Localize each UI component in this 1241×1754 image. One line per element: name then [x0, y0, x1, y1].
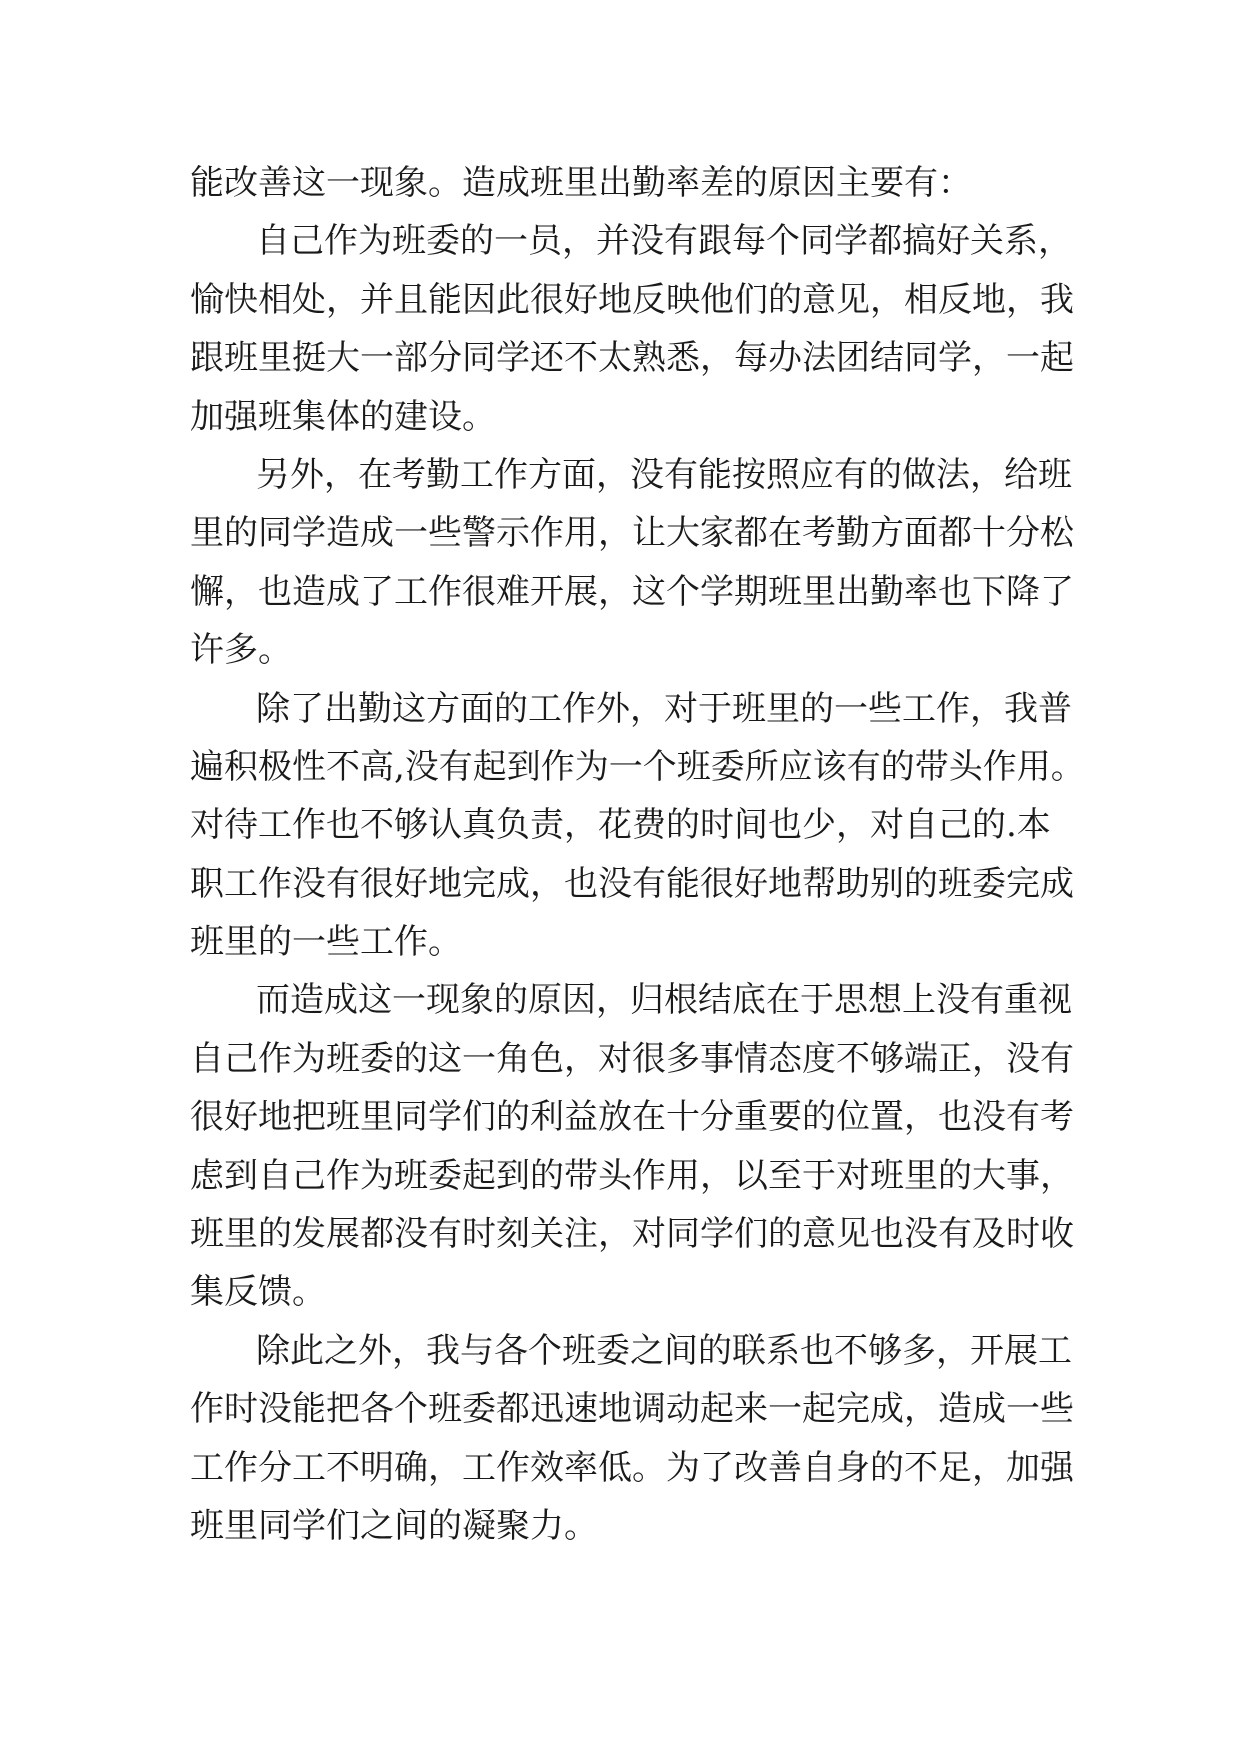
text-line: 跟班里挺大一部分同学还不太熟悉，每办法团结同学，一起: [190, 338, 1074, 379]
text-line: 遍积极性不高,没有起到作为一个班委所应该有的带头作用。: [190, 746, 1085, 787]
text-line: 除了出勤这方面的工作外，对于班里的一些工作，我普: [256, 688, 1072, 729]
text-line: 职工作没有很好地完成，也没有能很好地帮助别的班委完成: [190, 863, 1074, 904]
text-line: 懈，也造成了工作很难开展，这个学期班里出勤率也下降了: [190, 571, 1074, 612]
paragraph: [190, 1322, 1074, 1556]
text-line: 愉快相处，并且能因此很好地反映他们的意见，相反地，我: [190, 279, 1074, 320]
text-line: 加强班集体的建设。: [190, 396, 496, 437]
text-line: 班里的一些工作。: [190, 922, 462, 963]
text-line: 里的同学造成一些警示作用，让大家都在考勤方面都十分松: [190, 513, 1074, 554]
paragraph: [190, 154, 1050, 212]
text-line: 另外，在考勤工作方面，没有能按照应有的做法，给班: [256, 454, 1072, 495]
text-line: 而造成这一现象的原因，归根结底在于思想上没有重视: [256, 980, 1072, 1021]
paragraph: [190, 680, 1085, 972]
text-line: 很好地把班里同学们的利益放在十分重要的位置，也没有考: [190, 1097, 1074, 1138]
text-line: 自己作为班委的这一角色，对很多事情态度不够端正，没有: [190, 1038, 1074, 1079]
text-line: 作时没能把各个班委都迅速地调动起来一起完成，造成一些: [190, 1389, 1074, 1430]
text-line: 对待工作也不够认真负责，花费的时间也少，对自己的.本: [190, 805, 1051, 846]
text-line: 除此之外，我与各个班委之间的联系也不够多，开展工: [256, 1330, 1072, 1371]
document-body: [190, 154, 1085, 1555]
text-line: 班里同学们之间的凝聚力。: [190, 1505, 598, 1546]
text-line: 工作分工不明确，工作效率低。为了改善自身的不足，加强: [190, 1447, 1074, 1488]
text-line: 集反馈。: [190, 1272, 326, 1313]
paragraph: [190, 971, 1074, 1321]
paragraph: [190, 212, 1074, 446]
text-line: 自己作为班委的一员，并没有跟每个同学都搞好关系，: [256, 221, 1072, 262]
text-line: 虑到自己作为班委起到的带头作用，以至于对班里的大事，: [190, 1155, 1074, 1196]
text-line: 能改善这一现象。造成班里出勤率差的原因主要有：: [190, 163, 972, 203]
text-line: 许多。: [190, 630, 292, 671]
paragraph: [190, 446, 1074, 680]
text-line: 班里的发展都没有时刻关注，对同学们的意见也没有及时收: [190, 1214, 1074, 1255]
